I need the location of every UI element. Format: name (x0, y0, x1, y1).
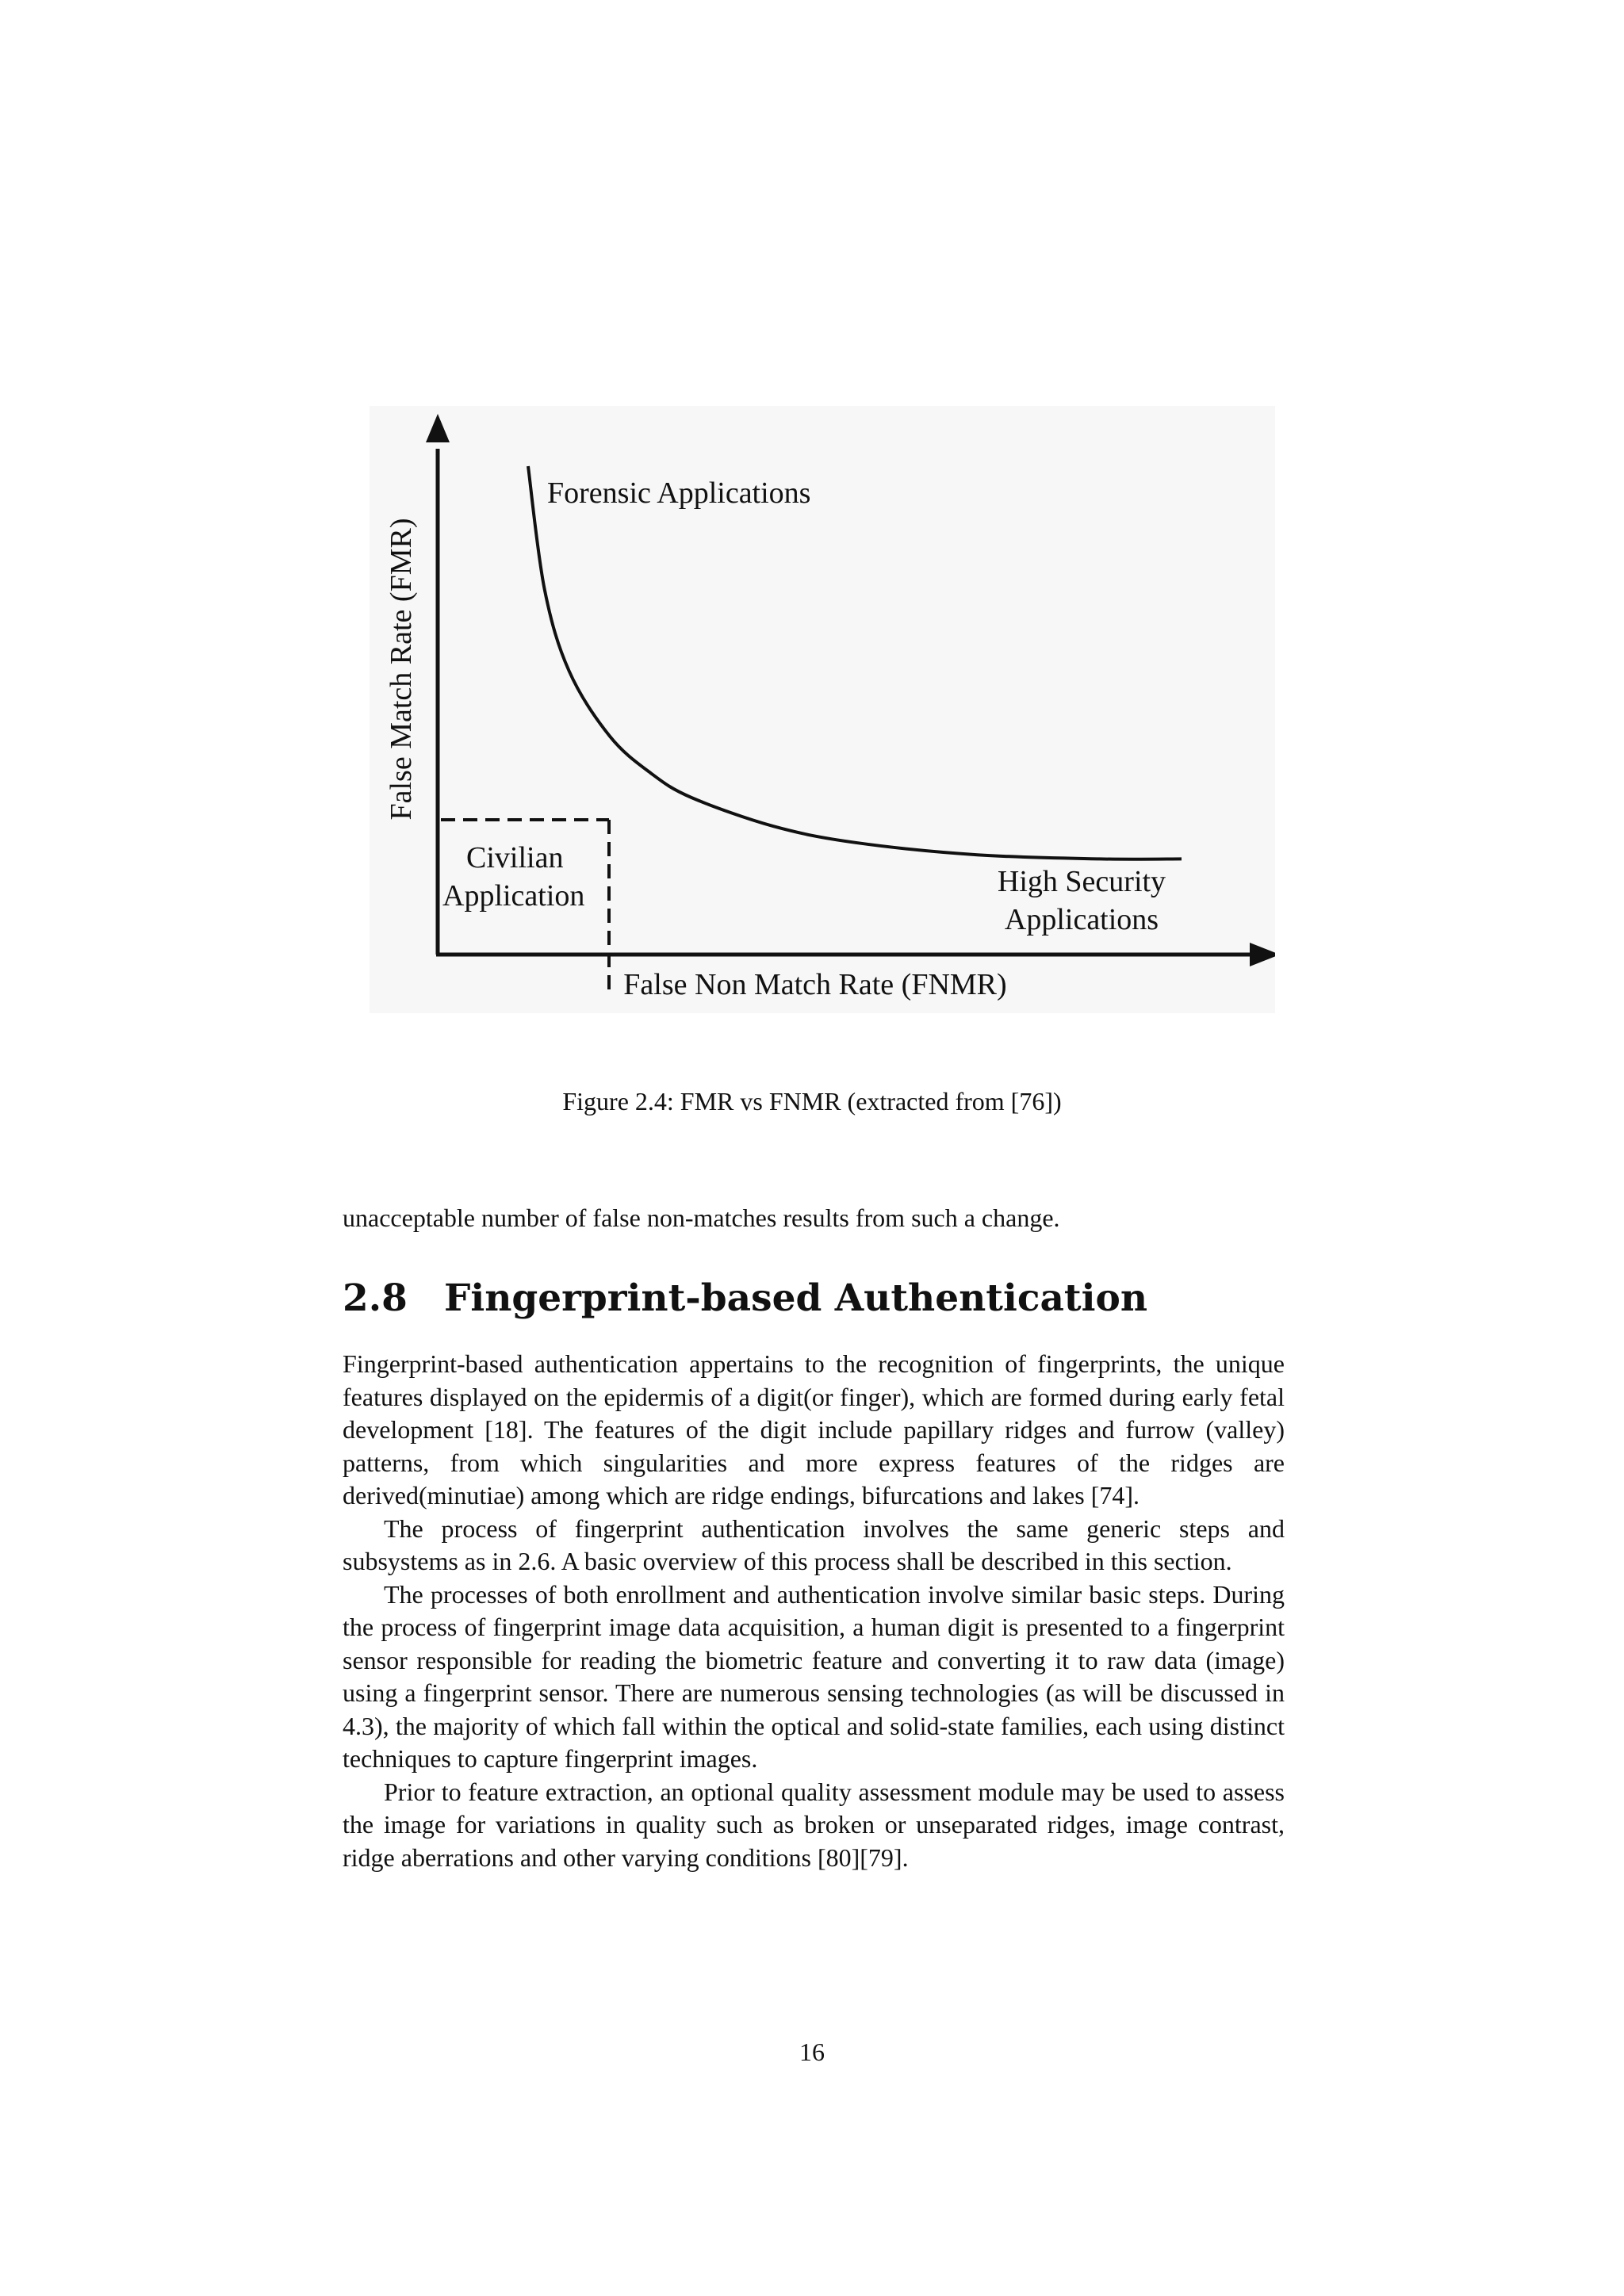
x-axis-arrow (1250, 943, 1275, 966)
section-heading (343, 1275, 1285, 1322)
chart-svg (370, 406, 1275, 1013)
page-number: 16 (799, 2038, 825, 2066)
x-axis-label: False Non Match Rate (FNMR) (623, 968, 1007, 1001)
section-title: Fingerprint-based Authentication (444, 1276, 1148, 1320)
section-number: 2.8 (343, 1276, 408, 1320)
label-civilian-line1: Civilian (466, 841, 564, 874)
section-body (343, 1348, 1285, 1874)
y-axis-label: False Match Rate (FMR) (385, 518, 418, 821)
carry-over-text (343, 1202, 1285, 1235)
label-forensic-applications: Forensic Applications (547, 476, 811, 510)
carry-over-paragraph: unacceptable number of false non-matches results from such a change. (343, 1203, 1060, 1232)
paragraph-3: The processes of both enrollment and authentication involve similar basic steps. During the process of fingerprint image data acquisition, a human digit is presented to a fingerprint sensor responsible for reading the biometric feature and converting it to raw data (image) using a fingerprint sensor. There are numerous sensing technologies (as will be discussed in 4.3), the majority of which fall within the optical and solid-state families, each using distinct techniques to capture fingerprint images. (343, 1579, 1285, 1773)
label-high-security-line1: High Security (997, 865, 1166, 898)
label-high-security-line2: Applications (1004, 903, 1159, 936)
figure-caption: Figure 2.4: FMR vs FNMR (extracted from [76]) (562, 1087, 1062, 1115)
y-axis-arrow (426, 414, 450, 442)
paragraph-4: Prior to feature extraction, an optional quality assessment module may be used to assess the image for variations in quality such as broken or unseparated ridges, image contrast, ridge aberrations and other varying conditions [80][79]. (343, 1777, 1285, 1872)
paragraph-2: The process of fingerprint authentication involves the same generic steps and subsystems as in 2.6. A basic overview of this process shall be described in this section. (343, 1513, 1285, 1575)
fmr-fnmr-curve (528, 466, 1182, 859)
figure-fmr-vs-fnmr (370, 406, 1275, 1013)
paragraph-1: Fingerprint-based authentication appertains to the recognition of fingerprints, the unique features displayed on the epidermis of a digit(or finger), which are formed during early fetal development [18]. The features of the digit include papillary ridges and furrow (valley) patterns, from which singularities and more express features of the ridges are derived(minutiae) among which are ridge endings, bifurcations and lakes [74]. (343, 1349, 1285, 1510)
label-civilian-line2: Application (442, 879, 585, 913)
